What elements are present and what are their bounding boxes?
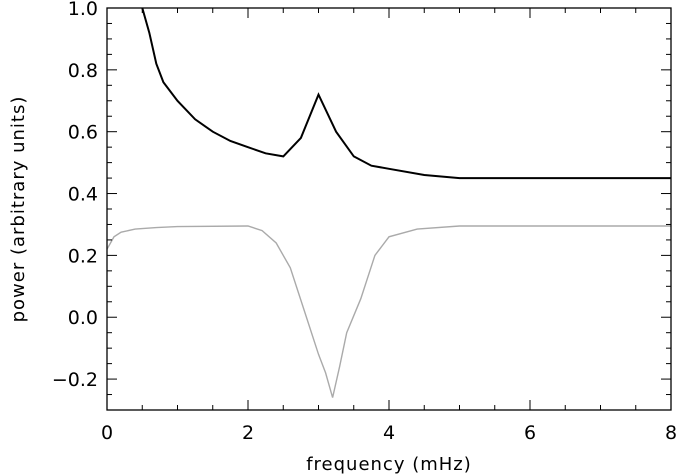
series-line-0 <box>142 8 671 178</box>
tick-layer <box>52 0 677 444</box>
x-tick-label-2: 4 <box>382 422 396 444</box>
y-tick-label-5: 0.8 <box>67 59 98 82</box>
y-tick-label-1: 0.0 <box>67 307 98 330</box>
plot-frame <box>107 8 671 410</box>
x-tick-label-0: 0 <box>100 422 114 444</box>
x-tick-label-4: 8 <box>664 422 678 444</box>
x-tick-label-3: 6 <box>523 422 537 444</box>
y-tick-label-4: 0.6 <box>67 121 98 144</box>
x-axis-title: frequency (mHz) <box>306 454 472 475</box>
y-tick-label-6: 1.0 <box>67 0 98 20</box>
y-tick-label-2: 0.2 <box>67 245 98 268</box>
x-tick-label-1: 2 <box>241 422 255 444</box>
y-tick-label-3: 0.4 <box>67 183 98 206</box>
y-axis-title: power (arbitrary units) <box>8 95 29 323</box>
series-layer <box>107 8 671 398</box>
y-tick-label-0: −0.2 <box>51 369 98 392</box>
series-line-1 <box>107 226 671 398</box>
